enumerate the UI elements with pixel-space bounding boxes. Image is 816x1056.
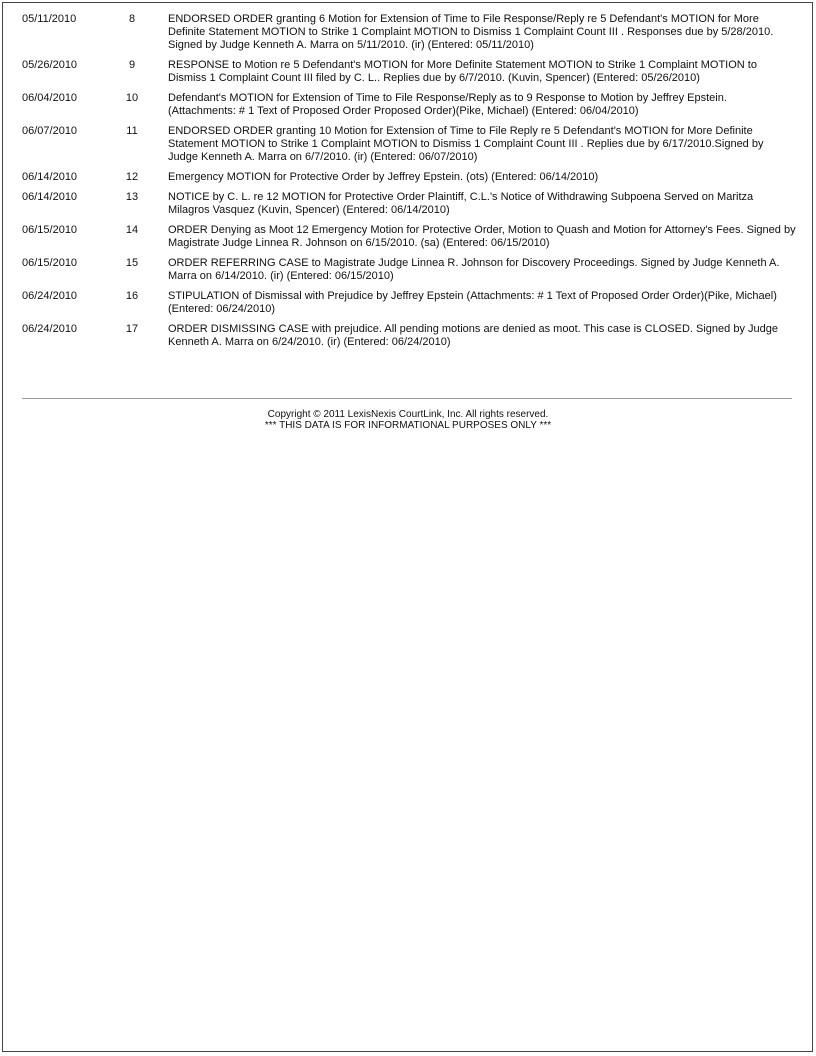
entry-text: RESPONSE to Motion re 5 Defendant's MOTION for More Definite Statement MOTION to Strike 1 Complaint MOTION to Dismiss 1 Complaint Count III filed by C. L.. Replies due by 6/7/2010. (Kuvin, Spencer) (Entered: 05/26/2010) [168, 59, 757, 84]
entry-date: 05/26/2010 [22, 59, 78, 71]
docket-entry [22, 125, 797, 164]
entry-text: Emergency MOTION for Protective Order by Jeffrey Epstein. (ots) (Entered: 06/14/2010) [168, 171, 599, 183]
entry-text: ENDORSED ORDER granting 6 Motion for Extension of Time to File Response/Reply re 5 Defendant's MOTION for More Definite Statement MOTION to Strike 1 Complaint MOTION to Dismiss 1 Complaint Count III . Responses due by 5/28/2010. Signed by Judge Kenneth A. Marra on 5/11/2010. (ir) (Entered: 05/11/2010) [168, 13, 774, 51]
entry-number: 13 [125, 191, 139, 203]
entry-date: 06/24/2010 [22, 323, 78, 335]
entry-date: 06/04/2010 [22, 92, 78, 104]
footer [0, 409, 816, 431]
docket-entry [22, 191, 797, 217]
entry-number: 9 [128, 59, 136, 71]
entry-date: 06/15/2010 [22, 257, 78, 269]
docket-entries [22, 13, 797, 356]
disclaimer-text: *** THIS DATA IS FOR INFORMATIONAL PURPOSES ONLY *** [264, 420, 552, 431]
entry-text: ORDER Denying as Moot 12 Emergency Motion for Protective Order, Motion to Quash and Motion for Attorney's Fees. Signed by Magistrate Judge Linnea R. Johnson on 6/15/2010. (sa) (Entered: 06/15/2010) [168, 224, 796, 249]
entry-date: 05/11/2010 [22, 13, 77, 25]
docket-entry [22, 92, 797, 118]
entry-date: 06/15/2010 [22, 224, 78, 236]
docket-entry [22, 59, 797, 85]
entry-date: 06/07/2010 [22, 125, 78, 137]
docket-entry [22, 13, 797, 52]
docket-entry [22, 290, 797, 316]
docket-entry [22, 224, 797, 250]
docket-entry [22, 257, 797, 283]
entry-date: 06/24/2010 [22, 290, 78, 302]
entry-number: 10 [125, 92, 139, 104]
copyright-text: Copyright © 2011 LexisNexis CourtLink, Inc. All rights reserved. [267, 409, 549, 420]
entry-number: 11 [126, 125, 138, 137]
entry-number: 12 [125, 171, 139, 183]
entry-number: 14 [125, 224, 139, 236]
entry-text: Defendant's MOTION for Extension of Time to File Response/Reply as to 9 Response to Motion by Jeffrey Epstein. (Attachments: # 1 Text of Proposed Order Proposed Order)(Pike, Michael) (Entered: 06/04/2010) [168, 92, 727, 117]
entry-number: 15 [125, 257, 139, 269]
entry-number: 8 [128, 13, 136, 25]
entry-text: ORDER REFERRING CASE to Magistrate Judge Linnea R. Johnson for Discovery Proceedings. Signed by Judge Kenneth A. Marra on 6/14/2010. (ir) (Entered: 06/15/2010) [168, 257, 780, 282]
entry-text: ORDER DISMISSING CASE with prejudice. All pending motions are denied as moot. This case is CLOSED. Signed by Judge Kenneth A. Marra on 6/24/2010. (ir) (Entered: 06/24/2010) [168, 323, 778, 348]
entry-text: STIPULATION of Dismissal with Prejudice by Jeffrey Epstein (Attachments: # 1 Text of Proposed Order Order)(Pike, Michael) (Entered: 06/24/2010) [168, 290, 777, 315]
entry-text: NOTICE by C. L. re 12 MOTION for Protective Order Plaintiff, C.L.'s Notice of Withdrawing Subpoena Served on Maritza Milagros Vasquez (Kuvin, Spencer) (Entered: 06/14/2010) [168, 191, 754, 216]
entry-text: ENDORSED ORDER granting 10 Motion for Extension of Time to File Reply re 5 Defendant's MOTION for More Definite Statement MOTION to Strike 1 Complaint MOTION to Dismiss 1 Complaint Count III . Replies due by 6/17/2010.Signed by Judge Kenneth A. Marra on 6/7/2010. (ir) (Entered: 06/07/2010) [168, 125, 764, 163]
docket-entry [22, 171, 797, 184]
entry-number: 17 [125, 323, 139, 335]
entry-date: 06/14/2010 [22, 171, 78, 183]
footer-divider [22, 398, 792, 399]
docket-entry [22, 323, 797, 349]
entry-number: 16 [125, 290, 139, 302]
entry-date: 06/14/2010 [22, 191, 78, 203]
